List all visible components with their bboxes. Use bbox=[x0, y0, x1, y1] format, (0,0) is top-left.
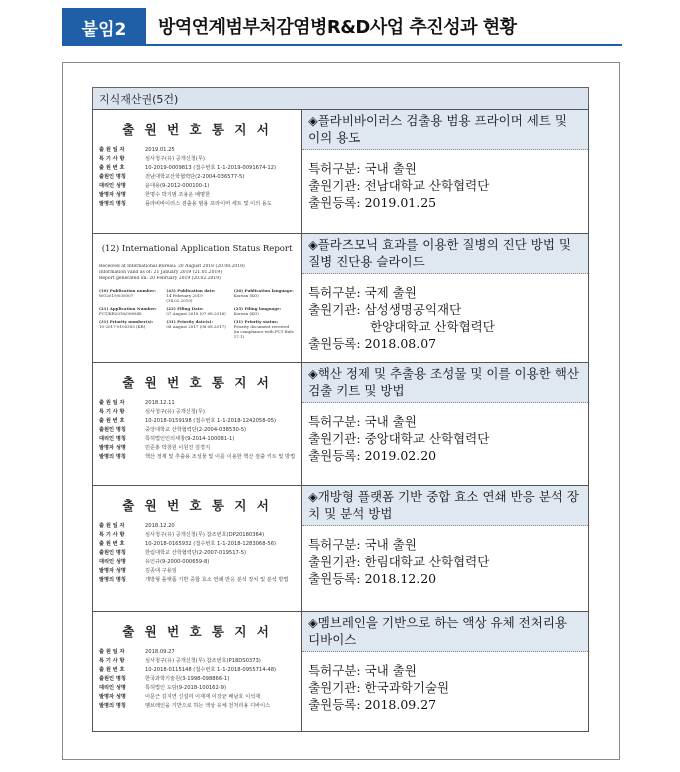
patent-type: 특허구분: 국내 출원 bbox=[308, 537, 417, 552]
patent-type: 특허구분: 국내 출원 bbox=[308, 414, 417, 429]
applicant-org: 출원기관: 중앙대학교 산학협력단 bbox=[308, 431, 490, 446]
filing-date: 출원등록: 2018.12.20 bbox=[308, 571, 437, 586]
notice-row: 출 원 일 자 2018.09.27 bbox=[99, 649, 175, 655]
patent-title: ◈멤브레인을 기반으로 하는 액상 유체 전처리용 디바이스 bbox=[302, 612, 588, 652]
notice-row: 발명자 성명 한명수 박기범 조용운 배명한 bbox=[99, 192, 211, 198]
notice-row: 특 기 사 항 심사청구(유) 공개신청(무) 참조번호(DP20180364) bbox=[99, 532, 265, 538]
notice-image-cell bbox=[93, 486, 302, 612]
report-cell: (43) Publication date: 14 February 2019 (14.02.2019) bbox=[166, 288, 216, 303]
applicant-org: 출원기관: 한림대학교 산학협력단 bbox=[308, 554, 490, 569]
patent-info-cell bbox=[302, 486, 589, 612]
notice-row: 발명의 명칭 핵산 정제 및 추출용 조성물 및 이를 이용한 핵산 검출 키트 및 방법 bbox=[99, 454, 296, 460]
notice-row: 발명의 명칭 개방형 플랫폼 기반 중합 효소 연쇄 반응 분석 장치 및 분석 방법 bbox=[99, 577, 289, 583]
notice-row: 발명자 성명 김종대 구용일 bbox=[99, 568, 177, 574]
notice-row: 출 원 일 자 2019.01.25 bbox=[99, 147, 175, 153]
notice-row: 대리인 성명 윤대용(9-2012-000100-1) bbox=[99, 183, 210, 189]
patent-type: 특허구분: 국내 출원 bbox=[308, 663, 417, 678]
patent-title: ◈개방형 플랫폼 기반 중합 효소 연쇄 반응 분석 장치 및 분석 방법 bbox=[302, 486, 588, 526]
patent-title: ◈플라비바이러스 검출용 범용 프라이머 세트 및 이의 용도 bbox=[302, 110, 588, 150]
page-header bbox=[62, 8, 622, 46]
patent-title: ◈플라즈모닉 효과를 이용한 질병의 진단 방법 및 질병 진단용 슬라이드 bbox=[302, 234, 588, 274]
notice-image-cell bbox=[93, 234, 302, 363]
patent-details bbox=[302, 526, 588, 593]
international-status-report-image bbox=[93, 234, 301, 343]
page-title: 방역연계범부처감염병R&D사업 추진성과 현황 bbox=[146, 8, 622, 46]
notice-row: 특 기 사 항 심사청구(유) 공개신청(무) bbox=[99, 156, 205, 162]
notice-row: 특 기 사 항 심사청구(유) 공개신청(무) 참조번호(P18DS0373) bbox=[99, 658, 261, 664]
patent-type: 특허구분: 국제 출원 bbox=[308, 285, 417, 300]
ip-table bbox=[92, 109, 589, 732]
notice-row: 출원인 명칭 중앙대학교 산학협력단(2-2004-038530-5) bbox=[99, 427, 247, 433]
notice-title: 출 원 번 호 통 지 서 bbox=[122, 375, 272, 390]
notice-title: 출 원 번 호 통 지 서 bbox=[122, 122, 272, 137]
report-cell: (22) Filing Date: 07 August 2018 (07.08.2018) bbox=[166, 306, 226, 316]
report-cell: (21) Application Number: PCT/KR2018/008948 bbox=[99, 306, 157, 316]
notice-row: 출 원 번 호 10-2018-0165932 (접수번호 1-1-2018-1283068-56) bbox=[99, 541, 277, 547]
report-title: (12) International Application Status Report bbox=[101, 244, 293, 254]
filing-date: 출원등록: 2018.09.27 bbox=[308, 697, 437, 712]
patent-details bbox=[302, 403, 588, 470]
patent-details bbox=[302, 150, 588, 217]
application-notice-image bbox=[93, 110, 301, 213]
ip-row bbox=[93, 486, 589, 612]
applicant-org: 출원기관: 전남대학교 산학협력단 bbox=[308, 178, 490, 193]
report-cell: (31) Priority number(s): 10-2017-0100355 (KR) bbox=[99, 319, 154, 329]
ip-row bbox=[93, 110, 589, 234]
patent-info-cell bbox=[302, 234, 589, 363]
notice-row: 대리인 성명 특허법인 도담(9-2018-100162-9) bbox=[99, 685, 226, 691]
notice-row: 출원인 명칭 한림대학교 산학협력단(2-2007-019517-5) bbox=[99, 550, 247, 556]
report-line: Received at International Bureau: 20 August 2018 (20.08.2018) bbox=[99, 264, 245, 269]
report-cell: (26) Publication language: Korean (KO) bbox=[233, 288, 294, 298]
patent-info-cell bbox=[302, 363, 589, 486]
filing-date: 출원등록: 2019.01.25 bbox=[308, 195, 437, 210]
notice-row: 특 기 사 항 심사청구(유) 공개신청(무) bbox=[99, 409, 205, 415]
filing-date: 출원등록: 2019.02.20 bbox=[308, 448, 437, 463]
section-label: 지식재산권(5건) bbox=[92, 87, 589, 109]
patent-title: ◈핵산 정제 및 추출용 조성물 및 이를 이용한 핵산 검출 키트 및 방법 bbox=[302, 363, 588, 403]
filing-date: 출원등록: 2018.08.07 bbox=[308, 336, 437, 351]
patent-info-cell bbox=[302, 612, 589, 732]
report-cell: (31) Priority date(s): 08 August 2017 (08.08.2017) bbox=[166, 319, 226, 329]
notice-row: 출원인 명칭 전남대학교산학협력단(2-2004-036577-5) bbox=[99, 174, 245, 180]
report-cell: (25) Filing language: Korean (KO) bbox=[233, 306, 282, 316]
notice-row: 출 원 일 자 2018.12.20 bbox=[99, 523, 175, 529]
ip-row bbox=[93, 363, 589, 486]
patent-details bbox=[302, 274, 588, 358]
application-notice-image bbox=[93, 612, 301, 715]
patent-details bbox=[302, 652, 588, 719]
notice-row: 출 원 번 호 10-2018-0115148 (접수번호 1-1-2018-0955714-48) bbox=[99, 667, 277, 673]
ip-row bbox=[93, 234, 589, 363]
notice-row: 출 원 번 호 10-2018-0159198 (접수번호 1-1-2018-1242058-05) bbox=[99, 418, 277, 424]
patent-type: 특허구분: 국내 출원 bbox=[308, 161, 417, 176]
applicant-org-2: 한양대학교 산학협력단 bbox=[370, 319, 495, 334]
application-notice-image bbox=[93, 363, 301, 466]
notice-row: 출 원 번 호 10-2019-0009813 (접수번호 1-1-2019-0091674-12) bbox=[99, 165, 277, 171]
notice-row: 대리인 명칭 특허법인인의세창(9-2014-100081-1) bbox=[99, 436, 235, 442]
notice-row: 발명자 성명 민준홍 박창원 이원진 김경지 bbox=[99, 445, 211, 451]
notice-row: 출원인 명칭 한국과학기술원(3-1998-098866-1) bbox=[99, 676, 230, 682]
report-cell: (31) Priority status: Priority document received (in compliance with PCT Rule 17.1) bbox=[233, 319, 294, 339]
notice-title: 출 원 번 호 통 지 서 bbox=[122, 498, 272, 513]
notice-row: 출 원 일 자 2018.12.11 bbox=[99, 400, 175, 406]
ip-row bbox=[93, 612, 589, 732]
application-notice-image bbox=[93, 486, 301, 589]
notice-image-cell bbox=[93, 612, 302, 732]
notice-image-cell bbox=[93, 363, 302, 486]
notice-title: 출 원 번 호 통 지 서 bbox=[122, 624, 272, 639]
notice-row: 발명의 명칭 플라비바이러스 검출용 범용 프라이머 세트 및 이의 용도 bbox=[99, 201, 272, 207]
applicant-org: 출원기관: 삼성생명공익재단 bbox=[308, 302, 462, 317]
report-cell: (10) Publication number: WO2019/035007 bbox=[99, 288, 156, 298]
notice-row: 발명자 성명 이문근 김지연 신설미 이재재 이강균 배남호 이석재 bbox=[99, 694, 261, 700]
patent-info-cell bbox=[302, 110, 589, 234]
report-line: Information valid as of: 21 January 2019 (21.01.2019) bbox=[99, 270, 223, 275]
report-line: Report generated on: 20 February 2019 (20.02.2019) bbox=[99, 276, 221, 281]
applicant-org: 출원기관: 한국과학기술원 bbox=[308, 680, 450, 695]
notice-row: 대리인 성명 유인규(9-2000-000659-8) bbox=[99, 559, 210, 565]
report-grid bbox=[99, 288, 295, 339]
notice-row: 발명의 명칭 멤브레인을 기반으로 하는 액상 유체 전처리용 디바이스 bbox=[99, 703, 271, 709]
notice-image-cell bbox=[93, 110, 302, 234]
attachment-badge: 붙임2 bbox=[62, 8, 146, 46]
